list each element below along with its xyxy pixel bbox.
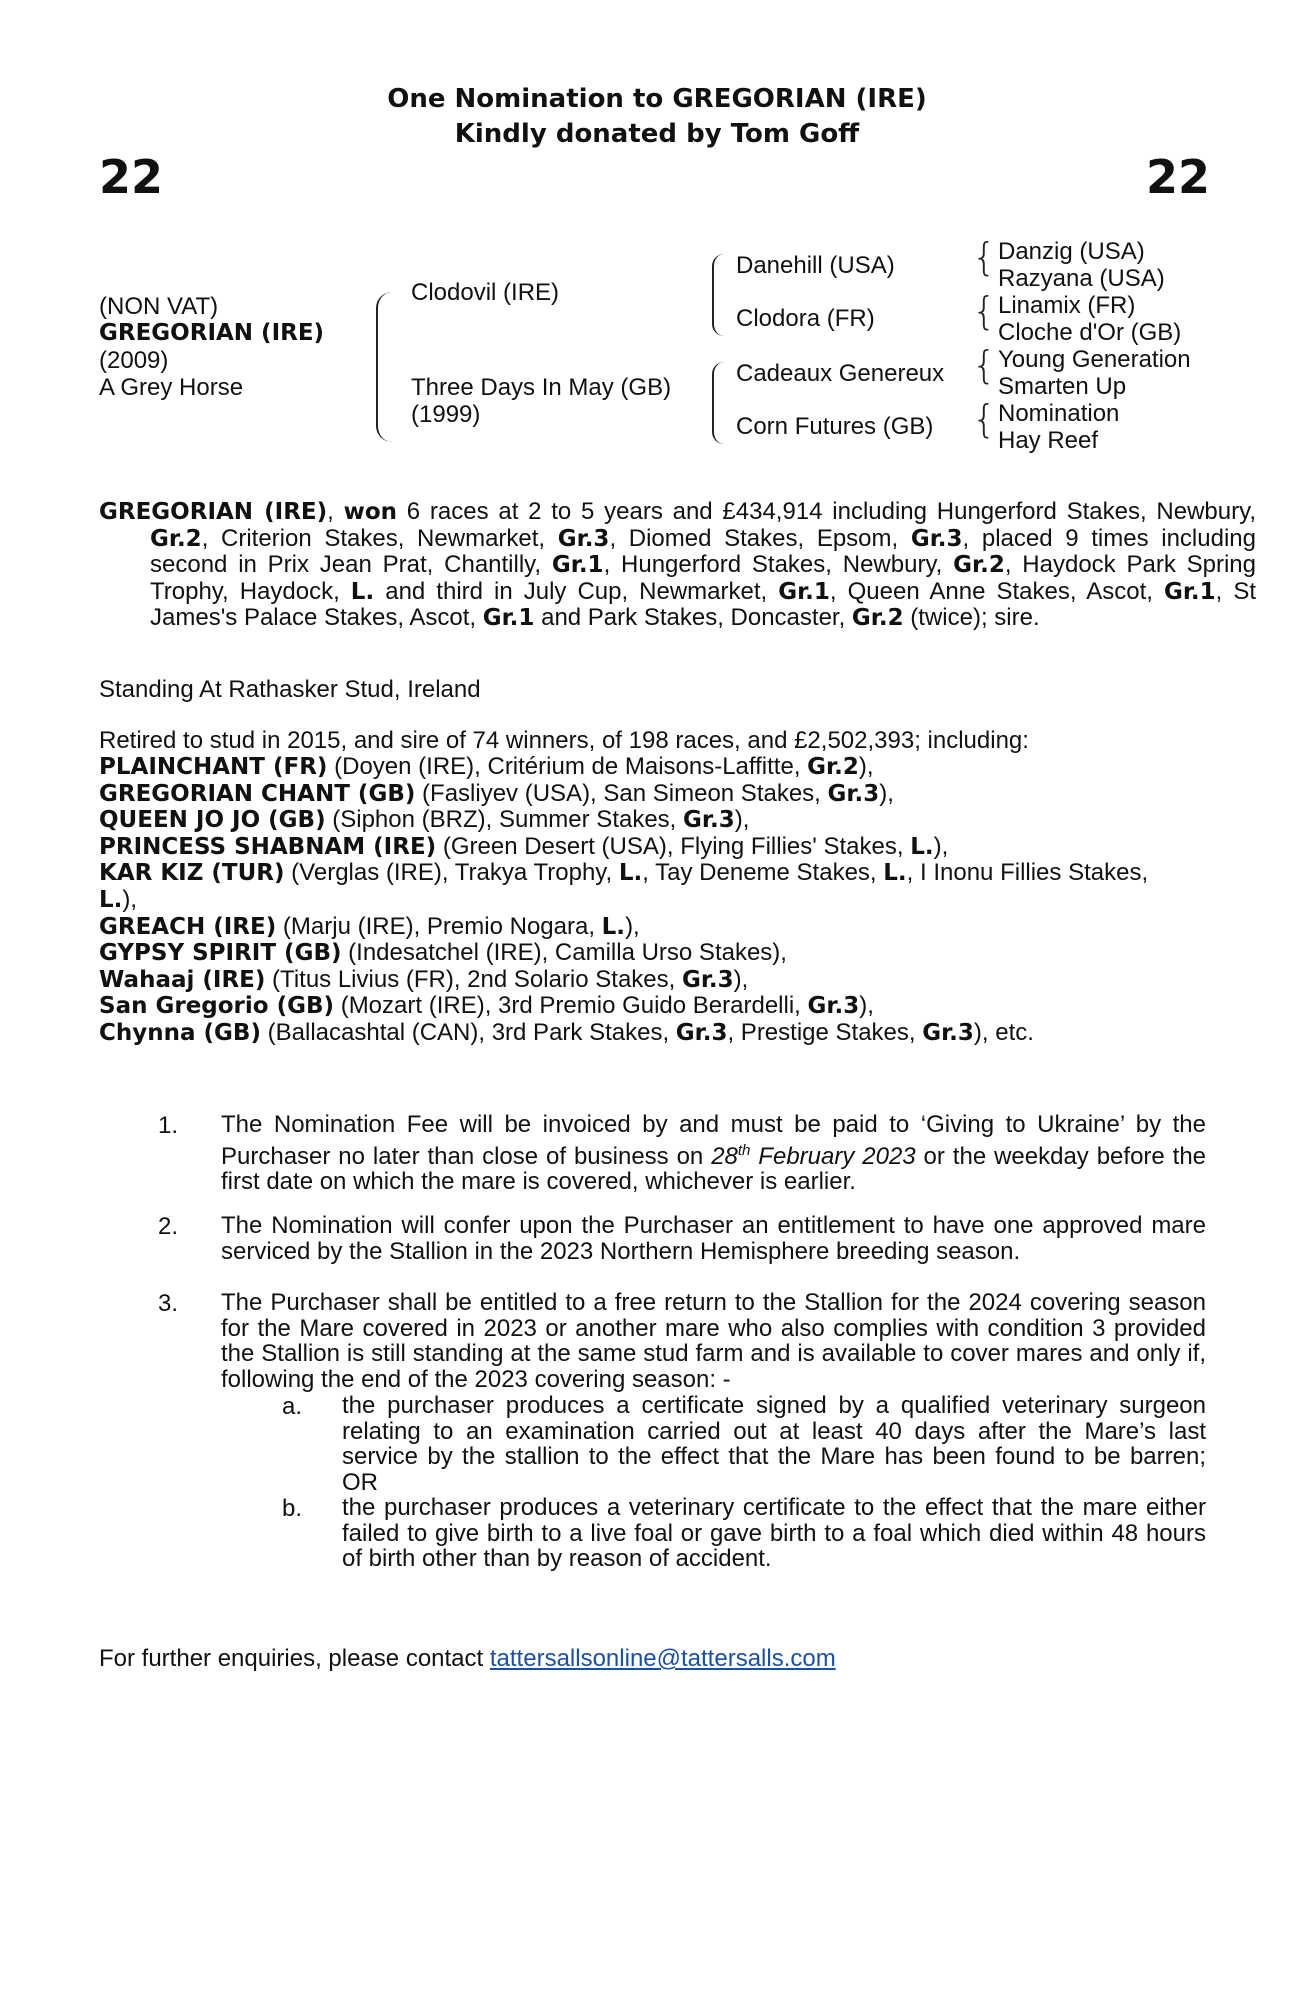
subcondition-b-label: b. bbox=[282, 1495, 303, 1522]
grade: Gr.3 bbox=[557, 525, 610, 552]
pedigree-curly-3: { bbox=[972, 343, 997, 387]
contact-line bbox=[99, 1646, 1205, 1672]
record-horse-name: GREGORIAN (IRE) bbox=[99, 499, 328, 525]
grade: Gr.1 bbox=[778, 578, 830, 605]
progeny-item: GREGORIAN CHANT (GB) (Fasliyev (USA), San Simeon Stakes, Gr.3), bbox=[99, 779, 894, 807]
record-text: , placed 9 times including second in Prix Jean Prat, Chantilly, bbox=[150, 524, 1256, 579]
dam-dam-name: Corn Futures (GB) bbox=[736, 413, 934, 440]
condition-2-text: The Nomination will confer upon the Purchaser an entitlement to have one approved mare serviced by the Stallion in the 2023 Northern Hemisphere breeding season. bbox=[221, 1212, 1206, 1265]
gen3-7: Nomination bbox=[998, 400, 1120, 427]
gen3-3: Linamix (FR) bbox=[998, 292, 1136, 319]
progeny-list bbox=[99, 754, 1179, 1047]
progeny-item: GYPSY SPIRIT (GB) (Indesatchel (IRE), Camilla Urso Stakes), bbox=[99, 939, 787, 967]
title-line-2: Kindly donated by Tom Goff bbox=[454, 119, 860, 149]
record-text: 6 races at 2 to 5 years and £434,914 including Hungerford Stakes, Newbury, bbox=[397, 498, 1256, 525]
title-line-1: One Nomination to GREGORIAN (IRE) bbox=[387, 84, 927, 114]
condition-2-number: 2. bbox=[158, 1213, 179, 1240]
sire-sire-name: Danehill (USA) bbox=[736, 252, 895, 279]
contact-email-link[interactable]: tattersallsonline@tattersalls.com bbox=[489, 1645, 836, 1672]
record-text: (twice); sire. bbox=[903, 604, 1040, 632]
grade: Gr.3 bbox=[910, 525, 963, 552]
gen3-2: Razyana (USA) bbox=[998, 265, 1165, 292]
progeny-item: QUEEN JO JO (GB) (Siphon (BRZ), Summer Stakes, Gr.3), bbox=[99, 806, 750, 834]
progeny-item: Wahaaj (IRE) (Titus Livius (FR), 2nd Solario Stakes, Gr.3), bbox=[99, 965, 749, 993]
grade: Gr.2 bbox=[150, 525, 202, 552]
record-text: , Hungerford Stakes, Newbury, bbox=[603, 551, 954, 579]
record-text: , Diomed Stakes, Epsom, bbox=[609, 524, 911, 552]
pedigree-curly-1: { bbox=[972, 235, 997, 279]
pedigree-brace-dam bbox=[712, 362, 724, 444]
pedigree-brace-main bbox=[376, 292, 392, 442]
condition-1-text: The Nomination Fee will be invoiced by and must be paid to ‘Giving to Ukraine’ by the Purchaser no later than close of business on 28th February 2023 or the weekday before the first date on which the mare is covered, whichever is earlier. bbox=[221, 1111, 1207, 1196]
gen3-1: Danzig (USA) bbox=[998, 238, 1145, 265]
condition-1-number: 1. bbox=[158, 1112, 179, 1139]
record-text: , St James's Palace Stakes, Ascot, bbox=[150, 577, 1256, 632]
sire-dam-name: Clodora (FR) bbox=[736, 305, 875, 332]
condition-3-number: 3. bbox=[158, 1290, 179, 1317]
grade: L. bbox=[350, 578, 375, 605]
horse-year: (2009) bbox=[99, 347, 169, 374]
progeny-item: Chynna (GB) (Ballacashtal (CAN), 3rd Park Stakes, Gr.3, Prestige Stakes, Gr.3), etc. bbox=[99, 1018, 1034, 1046]
horse-description: A Grey Horse bbox=[99, 374, 244, 401]
grade: Gr.1 bbox=[551, 552, 604, 579]
record-text: and Park Stakes, Doncaster, bbox=[534, 604, 852, 632]
dam-name: Three Days In May (GB) bbox=[411, 374, 672, 401]
subcondition-a-label: a. bbox=[282, 1393, 303, 1420]
horse-name: GREGORIAN (IRE) bbox=[99, 320, 325, 346]
record-text: , Criterion Stakes, Newmarket, bbox=[201, 524, 558, 552]
dam-sire-name: Cadeaux Genereux bbox=[736, 360, 945, 387]
record-text: and third in July Cup, Newmarket, bbox=[374, 577, 779, 605]
record-text: , Haydock Park Spring Trophy, Haydock, bbox=[150, 551, 1256, 605]
race-record: GREGORIAN (IRE), won 6 races at 2 to 5 years and £434,914 including Hungerford Stakes, Newbury, Gr.2, Criterion Stakes, Newmarket, Gr.3, Diomed Stakes, Epsom, Gr.3, placed 9 times including second in Prix Jean Prat, Chantilly, Gr.1, Hungerford Stakes, Newbury, Gr.2, Haydock Park Spring Trophy, Haydock, L. and third in July Cup, Newmarket, Gr.1, Queen Anne Stakes, Ascot, Gr.1, St James's Palace Stakes, Ascot, Gr.1 and Park Stakes, Doncaster, Gr.2 (twice); sire. bbox=[99, 498, 1256, 632]
dam-year: (1999) bbox=[411, 401, 481, 428]
gen3-8: Hay Reef bbox=[998, 427, 1099, 454]
grade: Gr.1 bbox=[1163, 578, 1216, 605]
progeny-item: GREACH (IRE) (Marju (IRE), Premio Nogara, L.), bbox=[99, 912, 640, 940]
progeny-item: PRINCESS SHABNAM (IRE) (Green Desert (USA), Flying Fillies' Stakes, L.), bbox=[99, 832, 949, 860]
lot-number-right: 22 bbox=[1146, 150, 1211, 204]
grade: Gr.2 bbox=[953, 552, 1005, 579]
grade: Gr.1 bbox=[482, 605, 535, 632]
subcondition-b-text: the purchaser produces a veterinary certificate to the effect that the mare either failed to give birth to a live foal or gave birth to a foal which died within 48 hours of birth other than by reason of accident. bbox=[342, 1494, 1206, 1573]
condition-3-text: The Purchaser shall be entitled to a free return to the Stallion for the 2024 covering season for the Mare covered in 2023 or another mare who also complies with condition 3 provided the Stallion is still standing at the same stud farm and is available to cover mares and only if, following the end of the 2023 covering season: - bbox=[221, 1289, 1206, 1393]
pedigree-curly-2: { bbox=[972, 289, 997, 333]
grade: Gr.2 bbox=[851, 605, 904, 632]
contact-text: For further enquiries, please contact bbox=[99, 1645, 490, 1672]
lot-number-left: 22 bbox=[99, 150, 164, 204]
gen3-4: Cloche d'Or (GB) bbox=[998, 319, 1182, 346]
pedigree-curly-4: { bbox=[972, 397, 997, 441]
progeny-item: PLAINCHANT (FR) (Doyen (IRE), Critérium de Maisons-Laffitte, Gr.2), bbox=[99, 753, 874, 780]
sire-name: Clodovil (IRE) bbox=[411, 279, 560, 306]
vat-status: (NON VAT) bbox=[99, 293, 219, 320]
record-won: won bbox=[343, 499, 398, 525]
gen3-6: Smarten Up bbox=[998, 373, 1127, 400]
gen3-5: Young Generation bbox=[998, 346, 1191, 373]
progeny-item: San Gregorio (GB) (Mozart (IRE), 3rd Premio Guido Berardelli, Gr.3), bbox=[99, 992, 874, 1020]
record-text: , Queen Anne Stakes, Ascot, bbox=[829, 577, 1164, 605]
pedigree-brace-sire bbox=[712, 254, 724, 336]
progeny-item: KAR KIZ (TUR) (Verglas (IRE), Trakya Trophy, L., Tay Deneme Stakes, L., I Inonu Fillies Stakes, L.), bbox=[99, 859, 1149, 913]
subcondition-a-text: the purchaser produces a certificate signed by a qualified veterinary surgeon relating to an examination carried out at least 40 days after the Mare’s last service by the stallion to the effect that the Mare has been found to be barren; OR bbox=[342, 1392, 1206, 1496]
standing-info: Standing At Rathasker Stud, Ireland bbox=[99, 676, 481, 703]
retired-info: Retired to stud in 2015, and sire of 74 winners, of 198 races, and £2,502,393; including: bbox=[99, 727, 1029, 754]
